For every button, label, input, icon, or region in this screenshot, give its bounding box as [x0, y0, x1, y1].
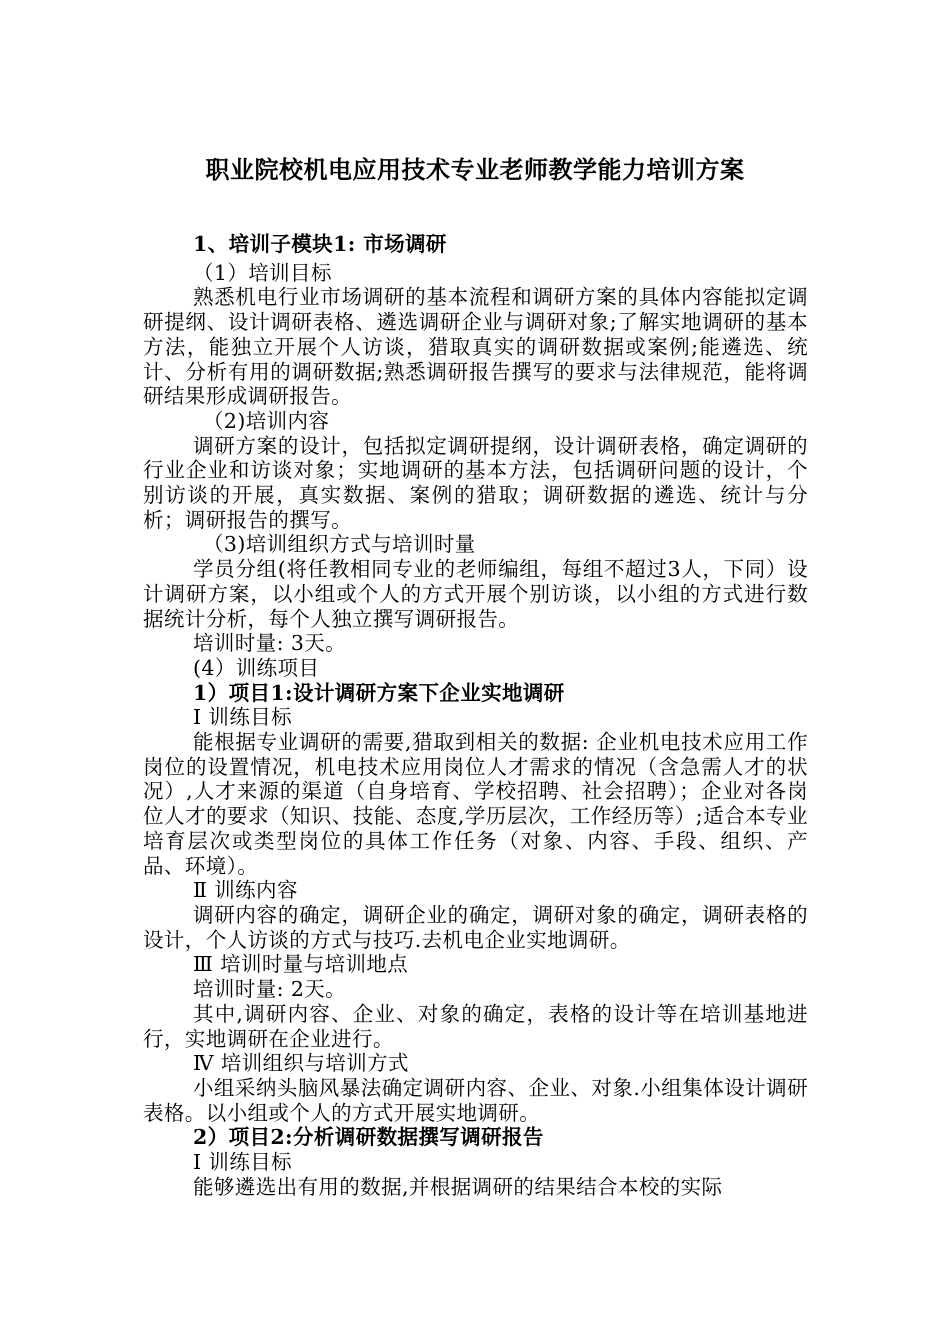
- body-paragraph: 能根据专业调研的需要,猎取到相关的数据: 企业机电技术应用工作岗位的设置情况，机电技术应用岗位人才需求的情况（含急需人才的状况）,人才来源的渠道（自身培育、学校招聘、社会招聘）；企业对各岗位人才的要求（知识、技能、态度,学历层次，工作经历等）;适合本专业培育层次或类型岗位的具体工作任务（对象、内容、手段、组织、产品、环境）。: [143, 730, 808, 878]
- body-paragraph: 培训时量: 2天。: [193, 977, 347, 1002]
- body-paragraph: 能够遴选出有用的数据,并根据调研的结果结合本校的实际: [193, 1174, 723, 1199]
- subsection-heading: （2)培训内容: [203, 408, 330, 433]
- section-heading: 1、培训子模块1: 市场调研: [193, 232, 447, 256]
- item-heading: Ⅲ 培训时量与培训地点: [193, 952, 409, 977]
- document-title: 职业院校机电应用技术专业老师教学能力培训方案: [205, 155, 745, 184]
- body-paragraph: 其中,调研内容、企业、对象的确定，表格的设计等在培训基地进行，实地调研在企业进行。: [143, 1001, 808, 1051]
- body-paragraph: 培训时量: 3天。: [193, 631, 347, 656]
- body-paragraph: 调研内容的确定，调研企业的确定，调研对象的确定，调研表格的设计，个人访谈的方式与技巧.去机电企业实地调研。: [143, 902, 808, 952]
- item-heading: Ⅱ 训练内容: [193, 878, 298, 903]
- body-paragraph: 熟悉机电行业市场调研的基本流程和调研方案的具体内容能拟定调研提纲、设计调研表格、遴选调研企业与调研对象;了解实地调研的基本方法，能独立开展个人访谈，猎取真实的调研数据或案例;能遴选、统计、分析有用的调研数据;熟悉调研报告撰写的要求与法律规范，能将调研结果形成调研报告。: [143, 285, 808, 409]
- subsection-heading: （1）培训目标: [193, 260, 332, 285]
- document-body: [143, 232, 808, 1199]
- body-paragraph: 小组采纳头脑风暴法确定调研内容、企业、对象.小组集体设计调研表格。以小组或个人的方式开展实地调研。: [143, 1075, 808, 1125]
- subsection-heading: (4）训练项目: [193, 655, 320, 680]
- body-paragraph: 调研方案的设计，包括拟定调研提纲，设计调研表格，确定调研的行业企业和访谈对象；实地调研的基本方法，包括调研问题的设计，个别访谈的开展，真实数据、案例的猎取；调研数据的遴选、统计与分析；调研报告的撰写。: [143, 433, 808, 532]
- body-paragraph: 学员分组(将任教相同专业的老师编组，每组不超过3人，下同）设计调研方案，以小组或个人的方式开展个别访谈，以小组的方式进行数据统计分析，每个人独立撰写调研报告。: [143, 557, 808, 631]
- item-heading: Ⅳ 培训组织与培训方式: [193, 1051, 409, 1076]
- item-heading: Ⅰ 训练目标: [193, 705, 293, 730]
- project-heading: 2）项目2:分析调研数据撰写调研报告: [193, 1125, 544, 1150]
- project-heading: 1）项目1:设计调研方案下企业实地调研: [193, 680, 565, 705]
- subsection-heading: （3)培训组织方式与培训时量: [203, 532, 476, 557]
- item-heading: Ⅰ 训练目标: [193, 1150, 293, 1175]
